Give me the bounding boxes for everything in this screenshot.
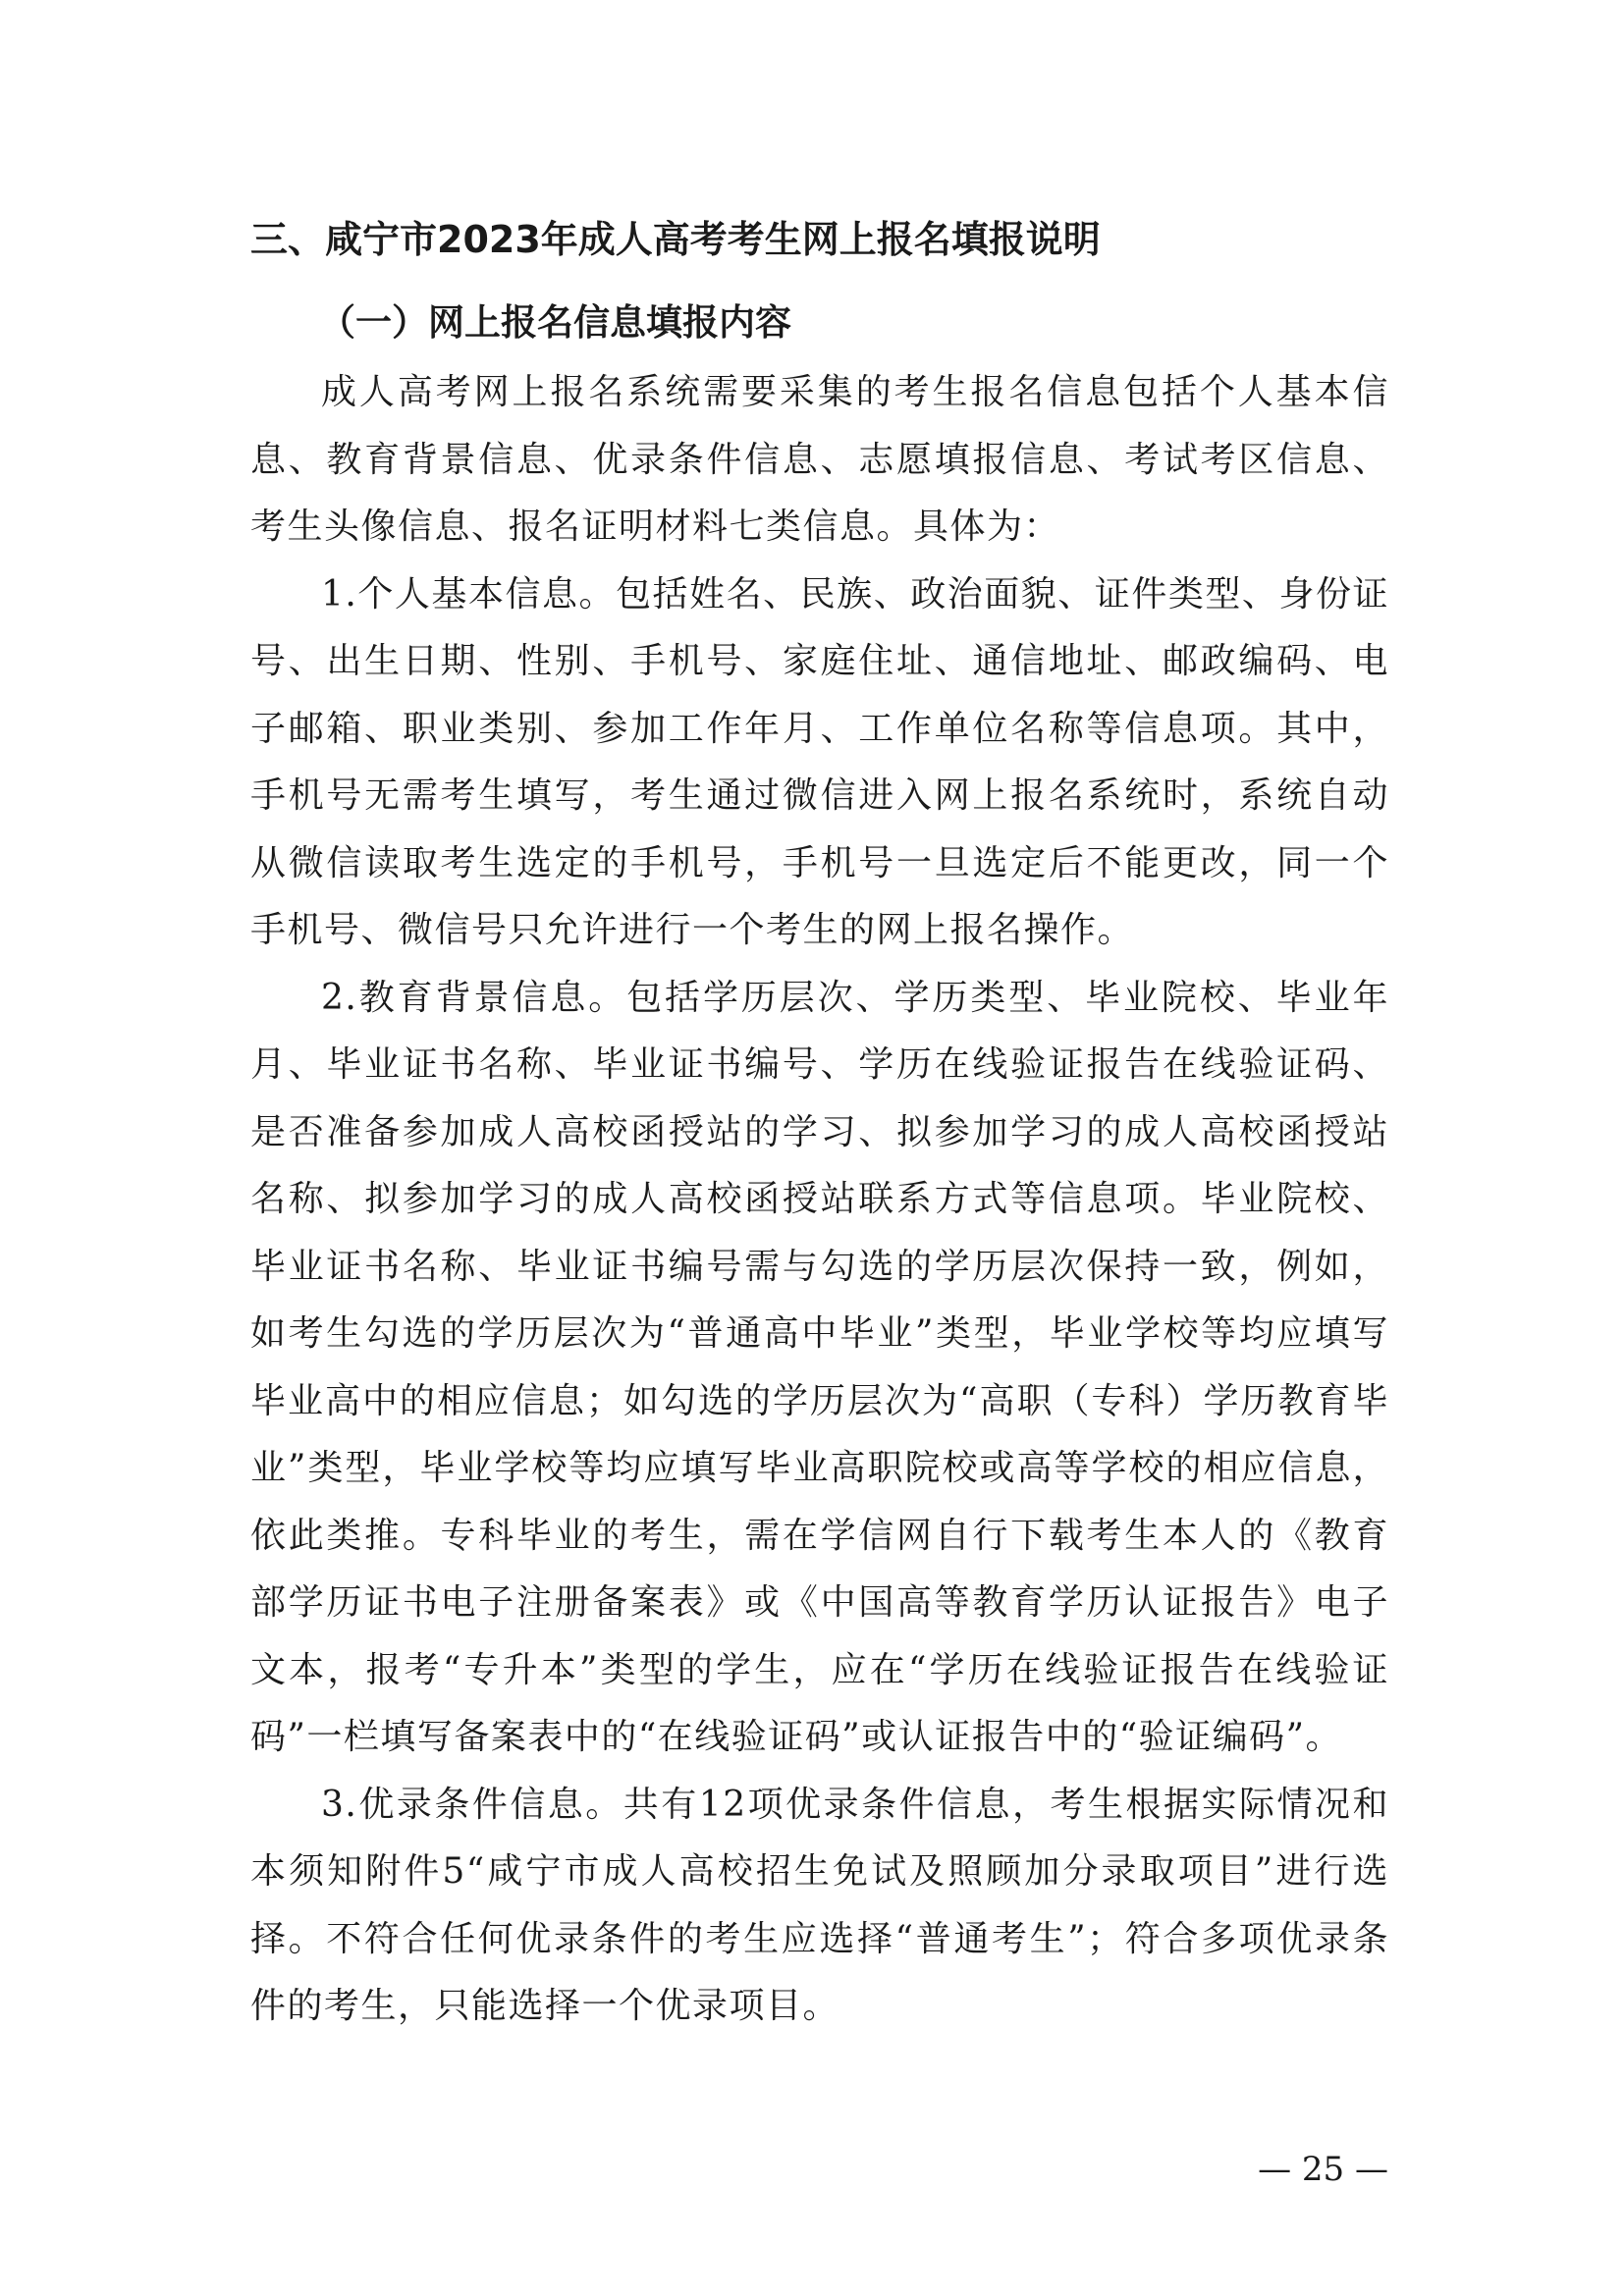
paragraph-education-info: 2.教育背景信息。包括学历层次、学历类型、毕业院校、毕业年月、毕业证书名称、毕业证书编号、学历在线验证报告在线验证码、是否准备参加成人高校函授站的学习、拟参加学习的成人高校函授站名称、拟参加学习的成人高校函授站联系方式等信息项。毕业院校、毕业证书名称、毕业证书编号需与勾选的学历层次保持一致，例如，如考生勾选的学历层次为“普通高中毕业”类型，毕业学校等均应填写毕业高中的相应信息；如勾选的学历层次为“高职（专科）学历教育毕业”类型，毕业学校等均应填写毕业高职院校或高等学校的相应信息，依此类推。专科毕业的考生，需在学信网自行下载考生本人的《教育部学历证书电子注册备案表》或《中国高等教育学历认证报告》电子文本，报考“专升本”类型的学生，应在“学历在线验证报告在线验证码”一栏填写备案表中的“在线验证码”或认证报告中的“验证编码”。 bbox=[250, 977, 1389, 1757]
page-number: — 25 — bbox=[1258, 2150, 1388, 2189]
paragraph-priority-info: 3.优录条件信息。共有12项优录条件信息，考生根据实际情况和本须知附件5“咸宁市成人高校招生免试及照顾加分录取项目”进行选择。不符合任何优录条件的考生应选择“普通考生”；符合多项优录条件的考生，只能选择一个优录项目。 bbox=[250, 1784, 1389, 2026]
paragraph-personal-info: 1.个人基本信息。包括姓名、民族、政治面貌、证件类型、身份证号、出生日期、性别、手机号、家庭住址、通信地址、邮政编码、电子邮箱、职业类别、参加工作年月、工作单位名称等信息项。其中，手机号无需考生填写，考生通过微信进入网上报名系统时，系统自动从微信读取考生选定的手机号，手机号一旦选定后不能更改，同一个手机号、微信号只允许进行一个考生的网上报名操作。 bbox=[250, 573, 1389, 950]
paragraph-intro: 成人高考网上报名系统需要采集的考生报名信息包括个人基本信息、教育背景信息、优录条件信息、志愿填报信息、考试考区信息、考生头像信息、报名证明材料七类信息。具体为： bbox=[250, 372, 1389, 547]
body-text bbox=[250, 359, 1389, 2041]
subsection-heading: （一）网上报名信息填报内容 bbox=[319, 301, 791, 344]
section-heading: 三、咸宁市2023年成人高考考生网上报名填报说明 bbox=[250, 218, 1101, 261]
